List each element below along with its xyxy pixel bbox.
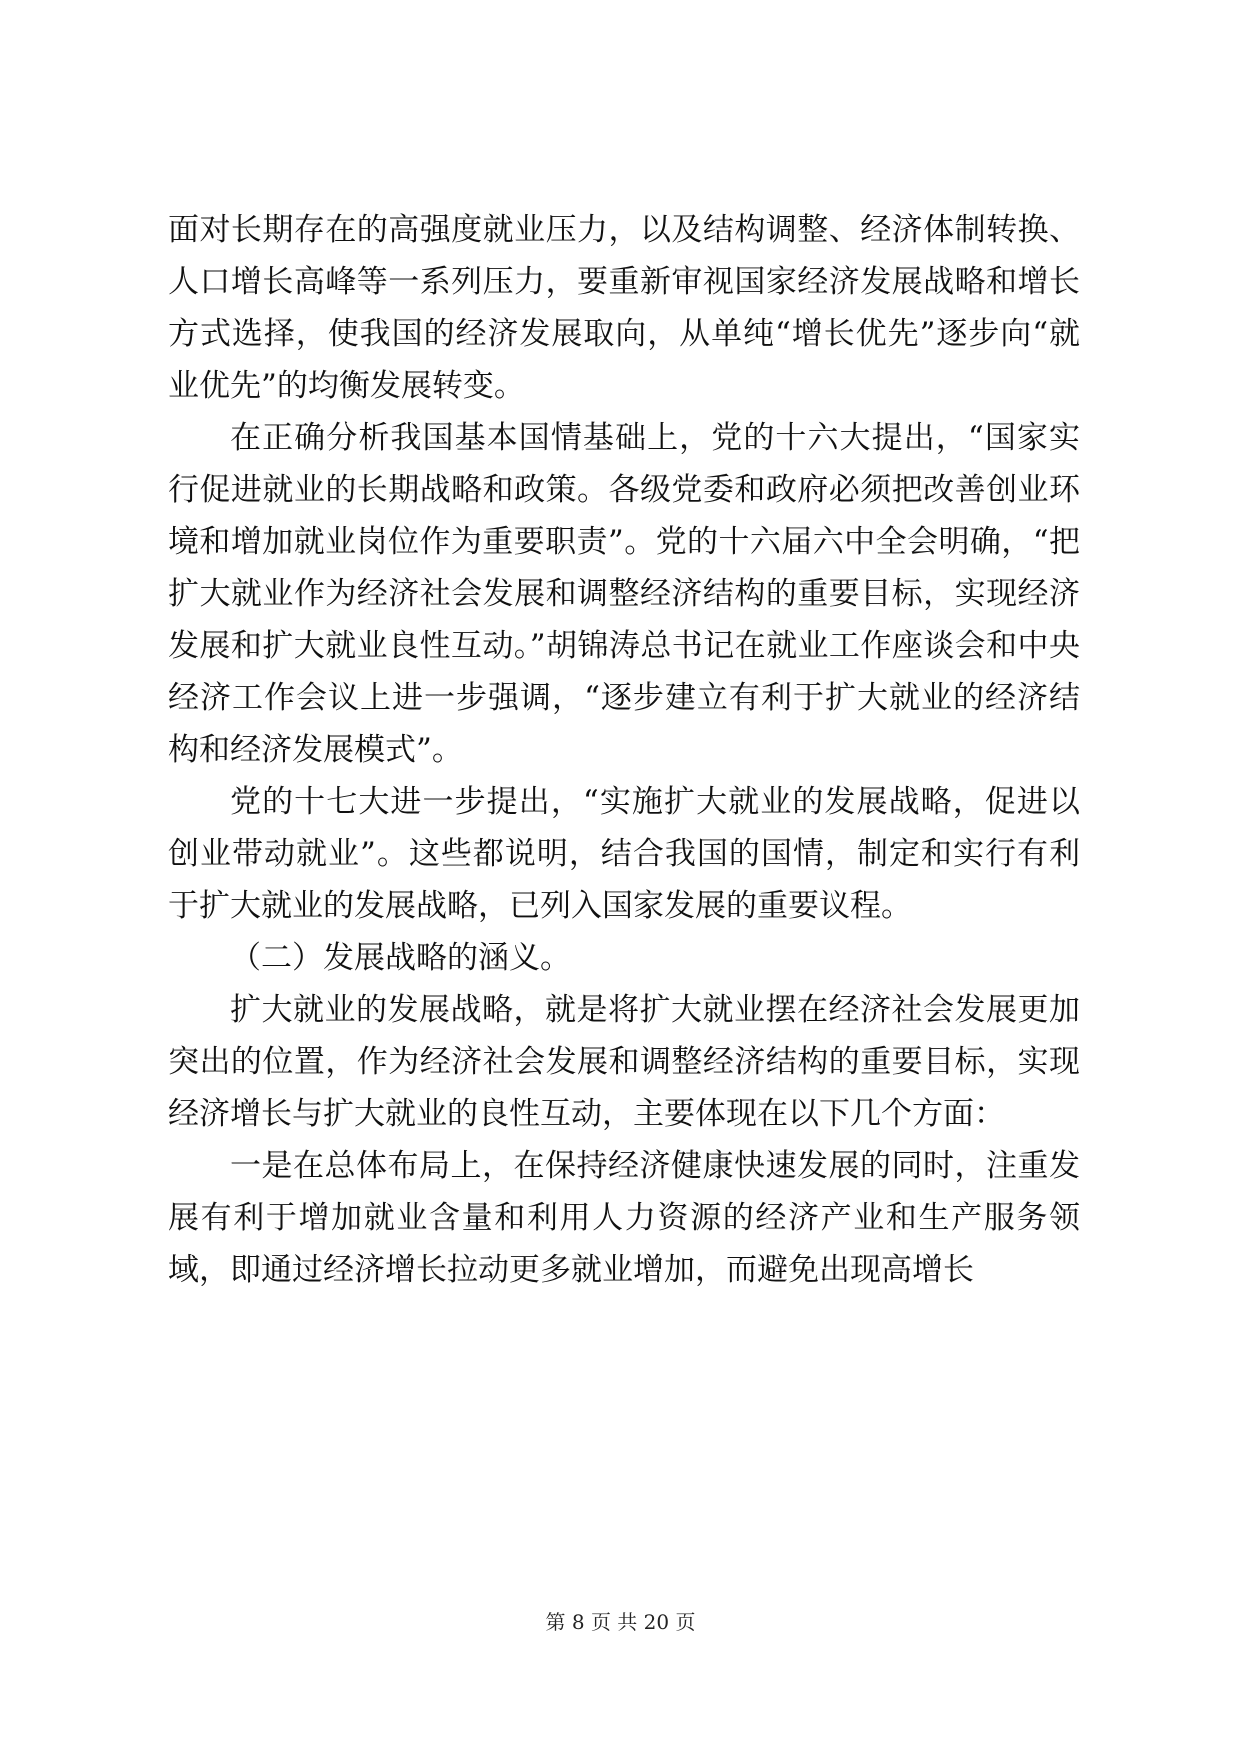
paragraph-4: 扩大就业的发展战略，就是将扩大就业摆在经济社会发展更加突出的位置，作为经济社会发展和调整经济结构的重要目标，实现经济增长与扩大就业的良性互动，主要体现在以下几个方面： bbox=[168, 992, 1080, 1132]
paragraph-3: 党的十七大进一步提出，“实施扩大就业的发展战略，促进以创业带动就业”。这些都说明，结合我国的国情，制定和实行有利于扩大就业的发展战略，已列入国家发展的重要议程。 bbox=[168, 784, 1080, 924]
document-body bbox=[168, 204, 1080, 1296]
paragraph-2: 在正确分析我国基本国情基础上，党的十六大提出，“国家实行促进就业的长期战略和政策。各级党委和政府必须把改善创业环境和增加就业岗位作为重要职责”。党的十六届六中全会明确，“把扩大就业作为经济社会发展和调整经济结构的重要目标，实现经济发展和扩大就业良性互动。”胡锦涛总书记在就业工作座谈会和中央经济工作会议上进一步强调，“逐步建立有利于扩大就业的经济结构和经济发展模式”。 bbox=[168, 420, 1080, 768]
section-heading: （二）发展战略的涵义。 bbox=[230, 940, 571, 976]
paragraph-1: 面对长期存在的高强度就业压力，以及结构调整、经济体制转换、人口增长高峰等一系列压力，要重新审视国家经济发展战略和增长方式选择，使我国的经济发展取向，从单纯“增长优先”逐步向“就业优先”的均衡发展转变。 bbox=[168, 212, 1080, 404]
paragraph-5: 一是在总体布局上，在保持经济健康快速发展的同时，注重发展有利于增加就业含量和利用人力资源的经济产业和生产服务领域，即通过经济增长拉动更多就业增加，而避免出现高增长 bbox=[168, 1148, 1080, 1288]
page-number-footer: 第 8 页 共 20 页 bbox=[545, 1610, 696, 1634]
